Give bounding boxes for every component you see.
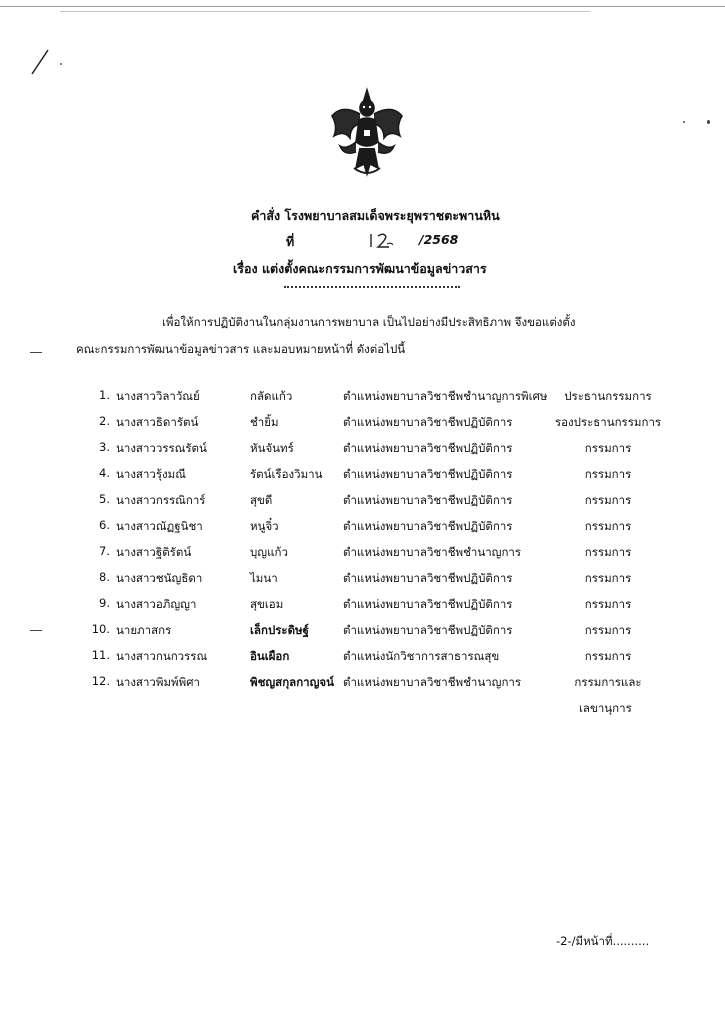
member-role: กรรมการและ xyxy=(574,675,642,689)
garuda-emblem-icon xyxy=(326,86,408,182)
speck xyxy=(707,120,710,124)
role-continuation: เลขานุการ xyxy=(579,701,632,715)
speck xyxy=(683,121,685,123)
member-first-name: นางสาวณัฏฐนิชา xyxy=(116,519,203,533)
member-number: 9. xyxy=(99,596,110,610)
member-number: 11. xyxy=(91,648,110,662)
member-number: 5. xyxy=(99,492,110,506)
member-row xyxy=(0,570,725,590)
member-row xyxy=(0,466,725,486)
order-subject: เรื่อง แต่งตั้งคณะกรรมการพัฒนาข้อมูลข่าวสาร xyxy=(233,261,487,276)
member-role: กรรมการ xyxy=(584,467,632,481)
member-first-name: นางสาววิลาวัณย์ xyxy=(116,389,200,403)
member-row xyxy=(0,674,725,694)
member-first-name: นางสาวอภิญญา xyxy=(116,597,197,611)
member-first-name: นางสาววรรณรัตน์ xyxy=(116,441,207,455)
member-number: 8. xyxy=(99,570,110,584)
intro-line-2: คณะกรรมการพัฒนาข้อมูลข่าวสาร และมอบหมายหน้าที่ ดังต่อไปนี้ xyxy=(76,342,406,356)
member-first-name: นางสาวกรรณิการ์ xyxy=(116,493,206,507)
member-role: กรรมการ xyxy=(584,493,632,507)
order-year: /2568 xyxy=(419,232,459,247)
member-last-name: สุขดี xyxy=(250,493,273,507)
member-number: 4. xyxy=(99,466,110,480)
member-role: ประธานกรรมการ xyxy=(564,389,652,403)
member-row xyxy=(0,596,725,616)
pen-mark-icon xyxy=(28,44,68,78)
member-last-name: ชำยิ้ม xyxy=(250,415,279,429)
member-last-name: พิชญสกุลกาญจน์ xyxy=(250,675,335,689)
member-position: ตำแหน่งพยาบาลวิชาชีพชำนาญการ xyxy=(343,545,522,559)
order-title: คำสั่ง โรงพยาบาลสมเด็จพระยุพราชตะพานหิน xyxy=(251,208,500,223)
member-position: ตำแหน่งพยาบาลวิชาชีพชำนาญการ xyxy=(343,675,522,689)
member-position: ตำแหน่งพยาบาลวิชาชีพปฏิบัติการ xyxy=(343,571,513,585)
member-row xyxy=(0,440,725,460)
member-role: กรรมการ xyxy=(584,649,632,663)
member-role: กรรมการ xyxy=(584,623,632,637)
member-role: รองประธานกรรมการ xyxy=(554,415,662,429)
member-number: 6. xyxy=(99,518,110,532)
member-last-name: รัตน์เรืองวิมาน xyxy=(250,467,323,481)
member-row xyxy=(0,648,725,668)
member-row xyxy=(0,544,725,564)
member-first-name: นายภาสกร xyxy=(116,623,172,637)
member-last-name: บุญแก้ว xyxy=(250,545,288,559)
member-row xyxy=(0,622,725,642)
scan-line-top xyxy=(0,6,725,7)
separator-dots xyxy=(284,286,460,288)
member-last-name: สุขเอม xyxy=(250,597,284,611)
member-position: ตำแหน่งพยาบาลวิชาชีพปฏิบัติการ xyxy=(343,493,513,507)
member-number: 2. xyxy=(99,414,110,428)
member-role: กรรมการ xyxy=(584,571,632,585)
member-row xyxy=(0,518,725,538)
member-number: 12. xyxy=(91,674,110,688)
member-number: 3. xyxy=(99,440,110,454)
member-first-name: นางสาวกนกวรรณ xyxy=(116,649,208,663)
order-number-label: ที่ xyxy=(286,234,295,249)
scan-line-top-2 xyxy=(60,11,590,12)
next-page-note: -2-/มีหน้าที่.......... xyxy=(556,934,650,948)
member-last-name: กลัดแก้ว xyxy=(250,389,293,403)
member-row xyxy=(0,414,725,434)
member-last-name: หันจันทร์ xyxy=(250,441,294,455)
member-first-name: นางสาวรุ้งมณี xyxy=(116,467,186,481)
member-position: ตำแหน่งพยาบาลวิชาชีพปฏิบัติการ xyxy=(343,519,513,533)
member-number: 10. xyxy=(91,622,110,636)
member-last-name: เล็กประดิษฐ์ xyxy=(250,623,309,637)
member-role: กรรมการ xyxy=(584,519,632,533)
member-row xyxy=(0,492,725,512)
member-position: ตำแหน่งพยาบาลวิชาชีพปฏิบัติการ xyxy=(343,623,513,637)
member-role: กรรมการ xyxy=(584,441,632,455)
member-first-name: นางสาวชนัญธิดา xyxy=(116,571,203,585)
member-number: 1. xyxy=(99,388,110,402)
member-first-name: นางสาวธิดารัตน์ xyxy=(116,415,199,429)
member-first-name: นางสาวฐิติรัตน์ xyxy=(116,545,192,559)
speck xyxy=(30,352,42,353)
member-last-name: ไมนา xyxy=(250,571,278,585)
member-first-name: นางสาวพิมพ์พิศา xyxy=(116,675,200,689)
member-position: ตำแหน่งพยาบาลวิชาชีพชำนาญการพิเศษ xyxy=(343,389,548,403)
intro-line-1: เพื่อให้การปฏิบัติงานในกลุ่มงานการพยาบาล เป็นไปอย่างมีประสิทธิภาพ จึงขอแต่งตั้ง xyxy=(162,315,576,329)
member-row xyxy=(0,388,725,408)
member-last-name: อินเผือก xyxy=(250,649,290,663)
member-number: 7. xyxy=(99,544,110,558)
member-role: กรรมการ xyxy=(584,545,632,559)
member-last-name: หนูจิ๋ว xyxy=(250,519,279,533)
member-position: ตำแหน่งนักวิชาการสาธารณสุข xyxy=(343,649,500,663)
member-role: กรรมการ xyxy=(584,597,632,611)
member-position: ตำแหน่งพยาบาลวิชาชีพปฏิบัติการ xyxy=(343,597,513,611)
member-position: ตำแหน่งพยาบาลวิชาชีพปฏิบัติการ xyxy=(343,467,513,481)
member-position: ตำแหน่งพยาบาลวิชาชีพปฏิบัติการ xyxy=(343,415,513,429)
handwritten-number-icon xyxy=(365,230,405,250)
member-position: ตำแหน่งพยาบาลวิชาชีพปฏิบัติการ xyxy=(343,441,513,455)
